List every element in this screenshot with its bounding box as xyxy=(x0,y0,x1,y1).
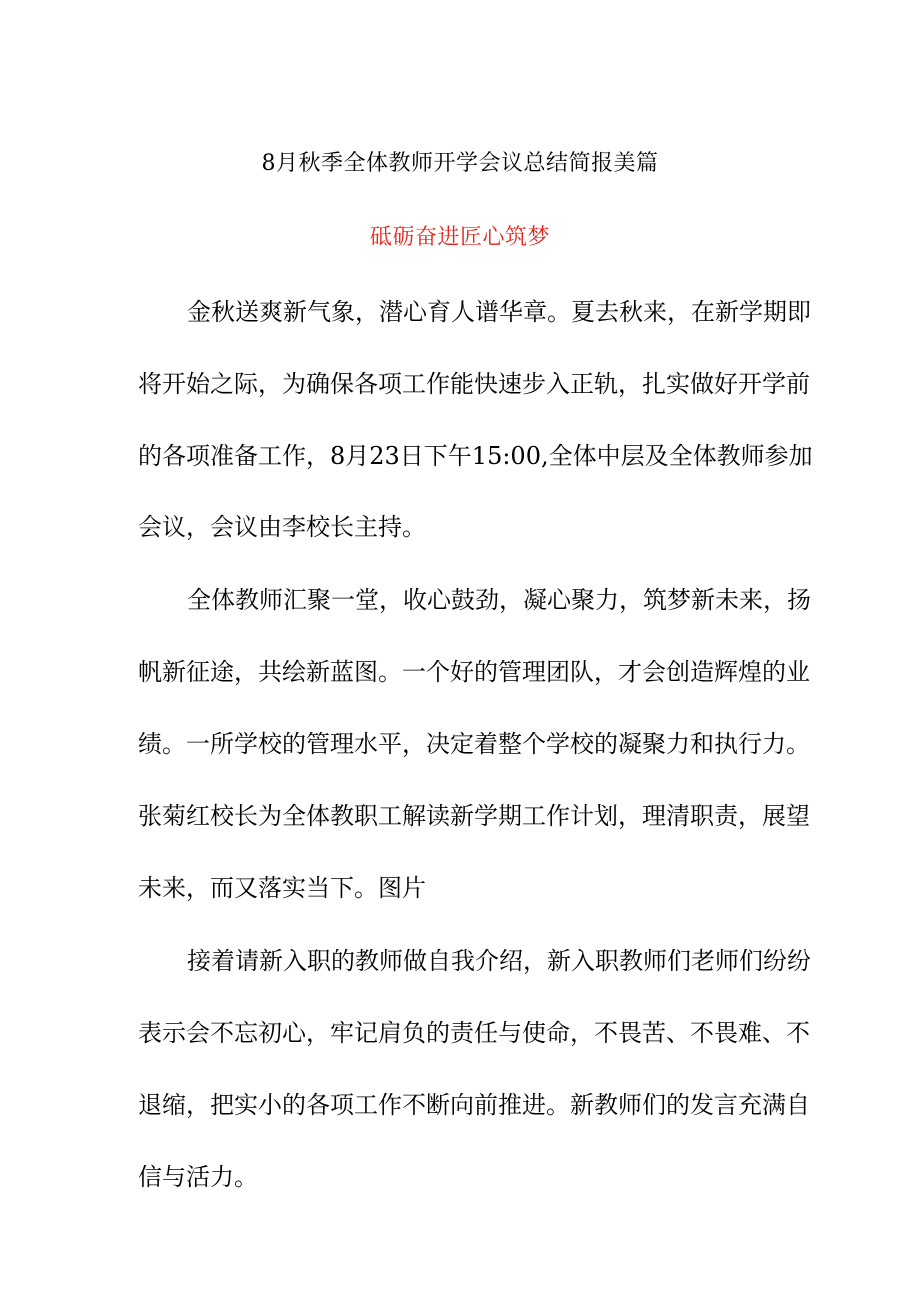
document-subtitle: 砥砺奋进匠心筑梦 xyxy=(369,225,550,250)
paragraph-3-line-4: 信与活力。 xyxy=(138,1163,258,1191)
paragraph-1-line-4: 会议，会议由李校长主持。 xyxy=(138,513,426,541)
paragraph-2-line-2: 帆新征途，共绘新蓝图。一个好的管理团队，才会创造辉煌的业 xyxy=(138,658,810,686)
paragraph-2-line-1: 全体教师汇聚一堂，收心鼓劲，凝心聚力，筑梦新未来，扬 xyxy=(187,586,811,614)
document-title: 8月秋季全体教师开学会议总结简报美篇 xyxy=(261,151,659,176)
paragraph-1-line-3: 的各项准备工作，8月23日下午15:00,全体中层及全体教师参加 xyxy=(138,442,813,470)
paragraph-2-line-5: 未来，而又落实当下。图片 xyxy=(138,874,426,902)
paragraph-3-line-1: 接着请新入职的教师做自我介绍，新入职教师们老师们纷纷 xyxy=(187,947,811,975)
paragraph-1-line-1: 金秋送爽新气象，潜心育人谱华章。夏去秋来，在新学期即 xyxy=(187,298,811,326)
paragraph-2-line-3: 绩。一所学校的管理水平，决定着整个学校的凝聚力和执行力。 xyxy=(138,730,810,758)
paragraph-2-line-4: 张菊红校长为全体教职工解读新学期工作计划，理清职责，展望 xyxy=(138,802,810,830)
paragraph-3-line-3: 退缩，把实小的各项工作不断向前推进。新教师们的发言充满自 xyxy=(138,1091,810,1119)
paragraph-1-line-2: 将开始之际，为确保各项工作能快速步入正轨，扎实做好开学前 xyxy=(138,370,810,398)
paragraph-3-line-2: 表示会不忘初心，牢记肩负的责任与使命，不畏苦、不畏难、不 xyxy=(138,1019,810,1047)
